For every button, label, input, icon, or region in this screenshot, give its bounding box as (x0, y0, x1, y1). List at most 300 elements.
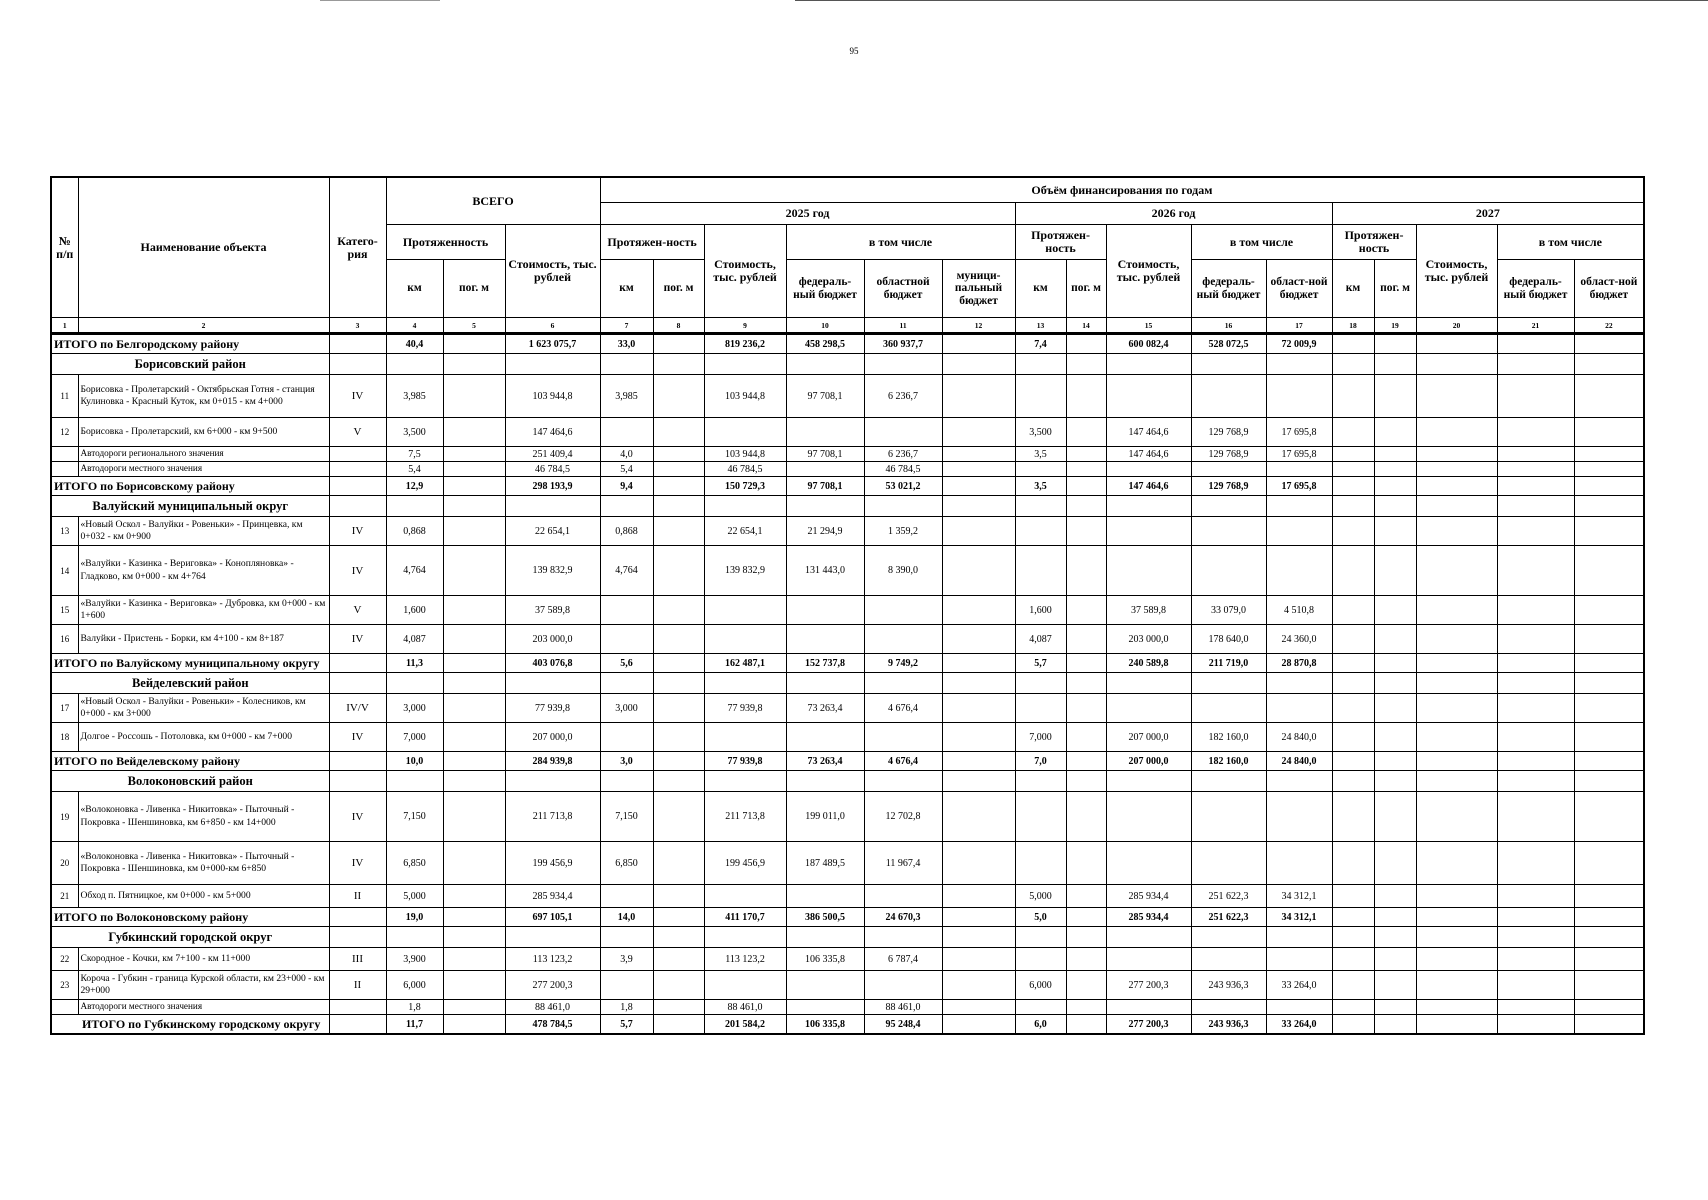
value-cell (1574, 375, 1644, 418)
value-cell (653, 792, 704, 842)
value-cell (1416, 792, 1497, 842)
empty-cell (653, 354, 704, 375)
value-cell: 5,6 (600, 654, 653, 673)
road-object-row (51, 723, 1644, 752)
value-cell: 403 076,8 (505, 654, 600, 673)
column-number: 8 (653, 318, 704, 334)
empty-cell (1015, 496, 1066, 517)
road-object-row (51, 792, 1644, 842)
value-cell: 12,9 (386, 477, 443, 496)
value-cell: 478 784,5 (505, 1015, 600, 1035)
value-cell: 147 464,6 (505, 418, 600, 447)
value-cell (653, 752, 704, 771)
value-cell: 5,4 (386, 462, 443, 477)
empty-cell (1574, 496, 1644, 517)
object-name: Борисовка - Пролетарский - Октябрьская Готня - станция Кулиновка - Красный Куток, км 0+015 - км 4+000 (78, 375, 329, 418)
value-cell (1066, 462, 1106, 477)
empty-cell (942, 496, 1015, 517)
value-cell (653, 477, 704, 496)
empty-cell (786, 354, 864, 375)
header-pog-m: пог. м (1374, 260, 1416, 318)
empty-cell (1416, 927, 1497, 948)
empty-cell (1574, 927, 1644, 948)
value-cell (1416, 1015, 1497, 1035)
empty-cell (386, 771, 443, 792)
empty-cell (386, 927, 443, 948)
category-cell: V (329, 418, 386, 447)
value-cell (942, 885, 1015, 908)
column-number: 12 (942, 318, 1015, 334)
object-name: «Новый Оскол - Валуйки - Ровеньки» - Колесников, км 0+000 - км 3+000 (78, 694, 329, 723)
empty-cell (786, 771, 864, 792)
value-cell (942, 477, 1015, 496)
road-object-row (51, 625, 1644, 654)
value-cell: 12 702,8 (864, 792, 942, 842)
column-number: 20 (1416, 318, 1497, 334)
value-cell: 298 193,9 (505, 477, 600, 496)
value-cell (1015, 462, 1066, 477)
object-name: «Волоконовка - Ливенка - Никитовка» - Пыточный - Покровка - Шеншиновка, км 6+850 - км 14+000 (78, 792, 329, 842)
empty-cell (1497, 354, 1574, 375)
value-cell: 3,5 (1015, 477, 1066, 496)
value-cell (942, 447, 1015, 462)
empty-cell (386, 673, 443, 694)
value-cell (653, 971, 704, 1000)
empty-cell (1374, 673, 1416, 694)
value-cell (1332, 654, 1374, 673)
value-cell: 37 589,8 (1106, 596, 1191, 625)
value-cell (1332, 546, 1374, 596)
value-cell (1416, 723, 1497, 752)
category-cell: II (329, 971, 386, 1000)
category-cell: IV (329, 842, 386, 885)
column-number: 7 (600, 318, 653, 334)
empty-cell (1497, 771, 1574, 792)
value-cell (443, 517, 505, 546)
value-cell (1266, 546, 1332, 596)
header-length-total: Протяженность (386, 225, 505, 260)
value-cell: 182 160,0 (1191, 752, 1266, 771)
empty-cell (942, 673, 1015, 694)
value-cell (704, 418, 786, 447)
value-cell: 1,8 (600, 1000, 653, 1015)
value-cell (653, 948, 704, 971)
empty-cell (653, 673, 704, 694)
value-cell: 207 000,0 (505, 723, 600, 752)
value-cell (864, 625, 942, 654)
value-cell: 4,087 (386, 625, 443, 654)
column-number: 13 (1015, 318, 1066, 334)
value-cell: 46 784,5 (704, 462, 786, 477)
value-cell: 285 934,4 (1106, 885, 1191, 908)
value-cell (1332, 477, 1374, 496)
value-cell: 24 840,0 (1266, 723, 1332, 752)
value-cell (1266, 517, 1332, 546)
value-cell (942, 546, 1015, 596)
value-cell: 5,7 (1015, 654, 1066, 673)
value-cell: 129 768,9 (1191, 418, 1266, 447)
value-cell (443, 654, 505, 673)
value-cell (1374, 517, 1416, 546)
category-cell: V (329, 596, 386, 625)
empty-cell (1574, 771, 1644, 792)
district-section-row (51, 354, 1644, 375)
value-cell: 285 934,4 (1106, 908, 1191, 927)
empty-cell (329, 927, 386, 948)
value-cell: 46 784,5 (505, 462, 600, 477)
empty-cell (704, 927, 786, 948)
value-cell (1497, 447, 1574, 462)
value-cell (443, 971, 505, 1000)
value-cell (1191, 375, 1266, 418)
object-name: «Волоконовка - Ливенка - Никитовка» - Пыточный - Покровка - Шеншиновка, км 0+000-км 6+850 (78, 842, 329, 885)
value-cell (653, 885, 704, 908)
header-including-2027: в том числе (1497, 225, 1644, 260)
value-cell: 147 464,6 (1106, 477, 1191, 496)
value-cell (942, 517, 1015, 546)
empty-cell (1374, 771, 1416, 792)
value-cell: 7,000 (386, 723, 443, 752)
value-cell (942, 625, 1015, 654)
value-cell (1497, 971, 1574, 1000)
value-cell (443, 625, 505, 654)
value-cell: 4 510,8 (1266, 596, 1332, 625)
empty-cell (329, 354, 386, 375)
header-year-2027: 2027 (1332, 203, 1644, 225)
value-cell: 7,150 (386, 792, 443, 842)
value-cell (653, 334, 704, 354)
empty-cell (600, 927, 653, 948)
value-cell: 33 264,0 (1266, 1015, 1332, 1035)
value-cell: 129 768,9 (1191, 447, 1266, 462)
road-object-row (51, 694, 1644, 723)
row-index: 20 (51, 842, 78, 885)
value-cell: 106 335,8 (786, 1015, 864, 1035)
empty-cell (386, 354, 443, 375)
value-cell (864, 971, 942, 1000)
value-cell (1416, 908, 1497, 927)
value-cell (942, 694, 1015, 723)
object-name: Скородное - Кочки, км 7+100 - км 11+000 (78, 948, 329, 971)
value-cell (653, 462, 704, 477)
empty-cell (786, 496, 864, 517)
value-cell: 1 359,2 (864, 517, 942, 546)
value-cell (942, 792, 1015, 842)
section-title: Валуйский муниципальный округ (51, 496, 329, 517)
section-title: Волоконовский район (51, 771, 329, 792)
subtotal-label: Автодороги регионального значения (78, 447, 329, 462)
value-cell (1332, 908, 1374, 927)
category-cell (329, 477, 386, 496)
value-cell (1066, 625, 1106, 654)
empty-cell (329, 496, 386, 517)
total-label: ИТОГО по Губкинскому городскому округу (51, 1015, 329, 1035)
value-cell: 187 489,5 (786, 842, 864, 885)
value-cell (1015, 517, 1066, 546)
value-cell (942, 842, 1015, 885)
value-cell: 6,850 (600, 842, 653, 885)
value-cell: 33,0 (600, 334, 653, 354)
value-cell (1574, 723, 1644, 752)
value-cell: 6,850 (386, 842, 443, 885)
column-number: 19 (1374, 318, 1416, 334)
value-cell (1374, 908, 1416, 927)
value-cell (1266, 792, 1332, 842)
header-name: Наименование объекта (78, 177, 329, 318)
column-number: 9 (704, 318, 786, 334)
value-cell (1106, 1000, 1191, 1015)
empty-cell (1497, 673, 1574, 694)
value-cell: 243 936,3 (1191, 1015, 1266, 1035)
value-cell: 17 695,8 (1266, 447, 1332, 462)
subtotal-row (51, 1000, 1644, 1015)
value-cell: 5,0 (1015, 908, 1066, 927)
value-cell (1015, 375, 1066, 418)
header-km: км (386, 260, 443, 318)
value-cell (443, 792, 505, 842)
value-cell (1574, 694, 1644, 723)
page-number: 95 (849, 46, 859, 56)
value-cell (786, 596, 864, 625)
empty-cell (786, 673, 864, 694)
value-cell: 199 456,9 (704, 842, 786, 885)
value-cell (1191, 546, 1266, 596)
value-cell (1374, 447, 1416, 462)
header-cost-total: Стоимость, тыс. рублей (505, 225, 600, 318)
value-cell (1015, 842, 1066, 885)
road-object-row (51, 375, 1644, 418)
value-cell (1374, 546, 1416, 596)
empty-cell (1106, 496, 1191, 517)
header-pog-m: пог. м (653, 260, 704, 318)
row-index: 16 (51, 625, 78, 654)
value-cell (443, 694, 505, 723)
value-cell (1497, 546, 1574, 596)
scan-edge-line (795, 0, 1708, 1)
value-cell (1015, 1000, 1066, 1015)
value-cell (600, 723, 653, 752)
row-index: 22 (51, 948, 78, 971)
value-cell (1416, 462, 1497, 477)
value-cell: 284 939,8 (505, 752, 600, 771)
value-cell: 4 676,4 (864, 694, 942, 723)
value-cell: 7,0 (1015, 752, 1066, 771)
value-cell (1416, 596, 1497, 625)
subtotal-row (51, 462, 1644, 477)
district-total-row (51, 908, 1644, 927)
value-cell (1106, 517, 1191, 546)
total-label: ИТОГО по Валуйскому муниципальному округу (51, 654, 329, 673)
district-section-row (51, 927, 1644, 948)
column-number: 1 (51, 318, 78, 334)
value-cell (1066, 654, 1106, 673)
object-name: Долгое - Россошь - Потоловка, км 0+000 - км 7+000 (78, 723, 329, 752)
value-cell (653, 723, 704, 752)
row-index: 17 (51, 694, 78, 723)
value-cell: 9 749,2 (864, 654, 942, 673)
category-cell: IV (329, 723, 386, 752)
header-length-2025: Протяжен-ность (600, 225, 704, 260)
value-cell: 88 461,0 (864, 1000, 942, 1015)
empty-cell (329, 771, 386, 792)
value-cell (1066, 596, 1106, 625)
value-cell (1416, 375, 1497, 418)
value-cell (704, 596, 786, 625)
road-object-row (51, 596, 1644, 625)
value-cell (786, 723, 864, 752)
category-cell (329, 908, 386, 927)
value-cell: 1 623 075,7 (505, 334, 600, 354)
value-cell (942, 462, 1015, 477)
empty-cell (1416, 354, 1497, 375)
value-cell (1574, 971, 1644, 1000)
value-cell (1497, 596, 1574, 625)
value-cell: 277 200,3 (1106, 1015, 1191, 1035)
road-object-row (51, 517, 1644, 546)
empty-cell (1332, 496, 1374, 517)
value-cell: 5,000 (1015, 885, 1066, 908)
value-cell (653, 908, 704, 927)
value-cell (653, 842, 704, 885)
value-cell: 6 236,7 (864, 375, 942, 418)
value-cell (1066, 908, 1106, 927)
value-cell: 103 944,8 (704, 447, 786, 462)
row-index: 13 (51, 517, 78, 546)
subtotal-row (51, 447, 1644, 462)
value-cell (1374, 375, 1416, 418)
value-cell (1066, 885, 1106, 908)
value-cell: 73 263,4 (786, 752, 864, 771)
district-total-row (51, 477, 1644, 496)
value-cell (443, 752, 505, 771)
value-cell (1374, 654, 1416, 673)
value-cell: 113 123,2 (505, 948, 600, 971)
object-name: «Валуйки - Казинка - Вериговка» - Дубровка, км 0+000 - км 1+600 (78, 596, 329, 625)
row-index: 12 (51, 418, 78, 447)
value-cell (1574, 842, 1644, 885)
category-cell (329, 654, 386, 673)
value-cell (1416, 517, 1497, 546)
value-cell (1066, 842, 1106, 885)
value-cell (653, 517, 704, 546)
value-cell (1374, 334, 1416, 354)
value-cell (942, 375, 1015, 418)
column-number: 11 (864, 318, 942, 334)
value-cell (942, 334, 1015, 354)
district-total-row (51, 334, 1644, 354)
value-cell (1574, 517, 1644, 546)
empty-cell (443, 673, 505, 694)
value-cell (942, 723, 1015, 752)
value-cell (1574, 752, 1644, 771)
row-index: 18 (51, 723, 78, 752)
value-cell (1416, 546, 1497, 596)
value-cell (1374, 971, 1416, 1000)
value-cell: 97 708,1 (786, 447, 864, 462)
value-cell (1066, 477, 1106, 496)
value-cell (1574, 792, 1644, 842)
value-cell (1574, 546, 1644, 596)
value-cell: 240 589,8 (1106, 654, 1191, 673)
empty-cell (1106, 354, 1191, 375)
value-cell: 203 000,0 (505, 625, 600, 654)
value-cell (864, 596, 942, 625)
value-cell: 113 123,2 (704, 948, 786, 971)
value-cell (786, 971, 864, 1000)
value-cell (942, 948, 1015, 971)
section-title: Губкинский городской округ (51, 927, 329, 948)
value-cell (1106, 546, 1191, 596)
value-cell: 178 640,0 (1191, 625, 1266, 654)
value-cell: 40,4 (386, 334, 443, 354)
value-cell (1574, 462, 1644, 477)
value-cell (443, 334, 505, 354)
value-cell (1374, 792, 1416, 842)
value-cell (1497, 625, 1574, 654)
value-cell (1191, 948, 1266, 971)
header-total: ВСЕГО (386, 177, 600, 225)
subtotal-label: Автодороги местного значения (78, 462, 329, 477)
road-object-row (51, 546, 1644, 596)
value-cell: 33 079,0 (1191, 596, 1266, 625)
value-cell: 129 768,9 (1191, 477, 1266, 496)
value-cell (1416, 948, 1497, 971)
value-cell: 458 298,5 (786, 334, 864, 354)
value-cell: 211 713,8 (704, 792, 786, 842)
value-cell (600, 418, 653, 447)
empty-cell (1332, 771, 1374, 792)
value-cell (1066, 723, 1106, 752)
value-cell (1332, 334, 1374, 354)
header-pog-m: пог. м (1066, 260, 1106, 318)
empty-cell (1266, 496, 1332, 517)
value-cell (1574, 654, 1644, 673)
value-cell: 8 390,0 (864, 546, 942, 596)
value-cell (443, 885, 505, 908)
value-cell: 46 784,5 (864, 462, 942, 477)
empty-cell (1266, 927, 1332, 948)
header-regional-budget: областной бюджет (864, 260, 942, 318)
value-cell (1574, 948, 1644, 971)
header-km: км (1332, 260, 1374, 318)
empty-cell (1266, 673, 1332, 694)
total-label: ИТОГО по Вейделевскому району (51, 752, 329, 771)
value-cell: 77 939,8 (704, 694, 786, 723)
header-year-2026: 2026 год (1015, 203, 1332, 225)
empty-cell (1191, 673, 1266, 694)
value-cell (1416, 625, 1497, 654)
value-cell: 5,4 (600, 462, 653, 477)
object-name: «Новый Оскол - Валуйки - Ровеньки» - Принцевка, км 0+032 - км 0+900 (78, 517, 329, 546)
value-cell: 88 461,0 (704, 1000, 786, 1015)
value-cell: 34 312,1 (1266, 908, 1332, 927)
district-total-row (51, 1015, 1644, 1035)
section-title: Борисовский район (51, 354, 329, 375)
value-cell (1106, 842, 1191, 885)
empty-cell (704, 496, 786, 517)
value-cell: 211 713,8 (505, 792, 600, 842)
value-cell (1497, 694, 1574, 723)
value-cell (653, 447, 704, 462)
empty-cell (505, 673, 600, 694)
value-cell (1066, 752, 1106, 771)
value-cell (704, 885, 786, 908)
value-cell (786, 1000, 864, 1015)
value-cell (786, 885, 864, 908)
header-cost-2027: Стоимость, тыс. рублей (1416, 225, 1497, 318)
empty-cell (1015, 771, 1066, 792)
empty-cell (600, 496, 653, 517)
